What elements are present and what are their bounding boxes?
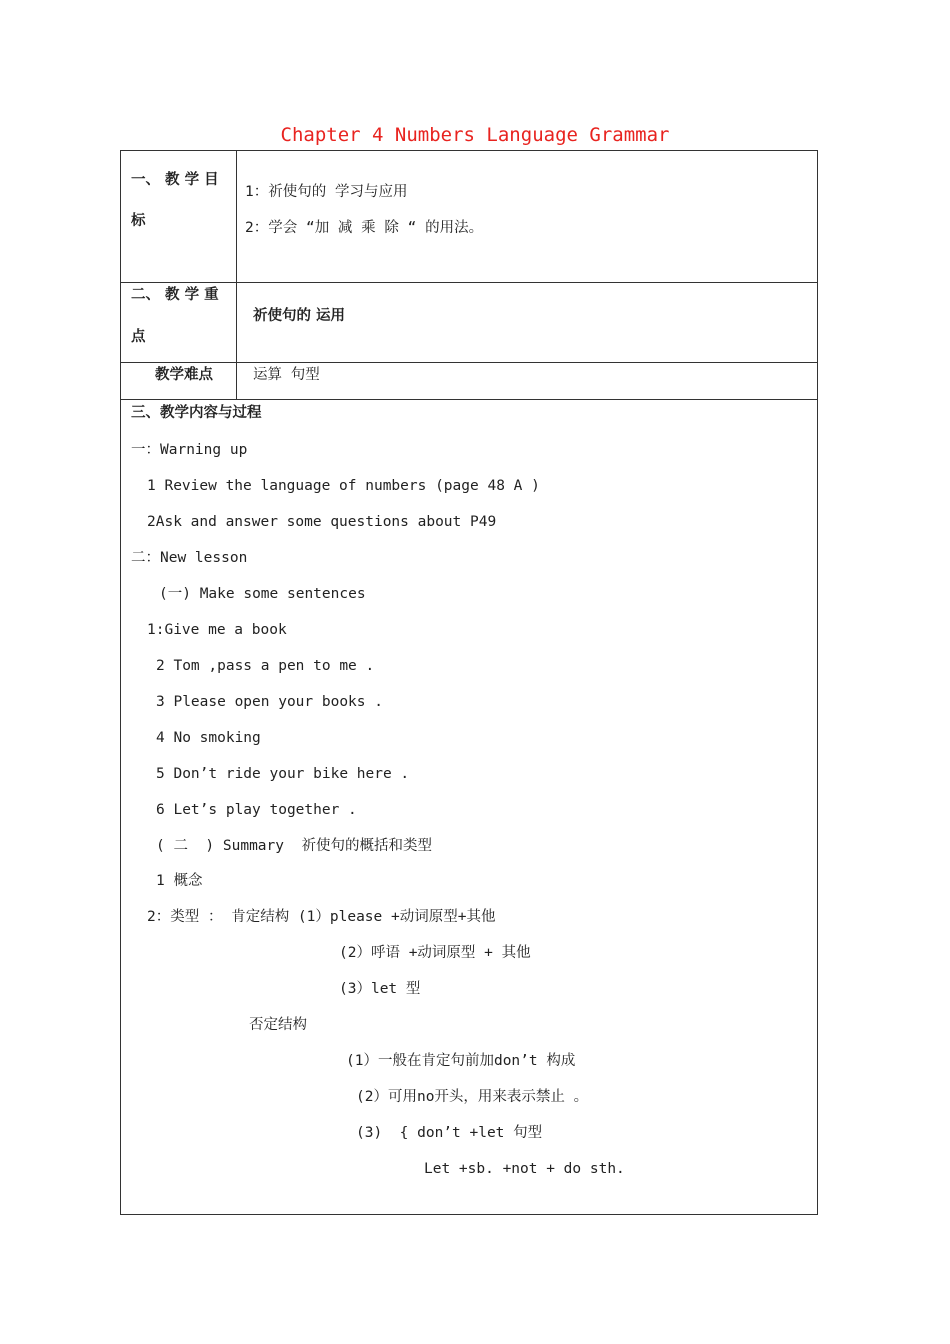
- body-line: Let +sb. +not + do sth.: [424, 1161, 625, 1177]
- difficulty: 运算 句型: [253, 367, 320, 383]
- body-line: 一：Warning up: [131, 442, 248, 458]
- body-line: (一) Make some sentences: [159, 586, 366, 602]
- body-line: 3 Please open your books .: [156, 694, 383, 710]
- body-line: 2：类型 ： 肯定结构 (1）please +动词原型+其他: [147, 909, 496, 925]
- lesson-table: [120, 150, 818, 1215]
- body-line: (3）let 型: [339, 981, 421, 997]
- row-divider: [121, 399, 817, 400]
- row1-label-line1: 一、 教 学 目: [131, 172, 219, 188]
- body-line: 1:Give me a book: [147, 622, 287, 638]
- row2-label-line1: 二、 教 学 重: [131, 287, 219, 303]
- section-heading: 三、教学内容与过程: [131, 405, 262, 421]
- body-line: (3) { don’t +let 句型: [356, 1125, 543, 1141]
- document-title: Chapter 4 Numbers Language Grammar: [280, 124, 670, 146]
- body-line: 2Ask and answer some questions about P49: [147, 514, 497, 530]
- body-line: (2）可用no开头，用来表示禁止 。: [356, 1089, 589, 1105]
- body-line: (1）一般在肯定句前加don’t 构成: [346, 1053, 576, 1069]
- body-line: 4 No smoking: [156, 730, 261, 746]
- row-divider: [121, 282, 817, 283]
- body-line: 否定结构: [249, 1017, 307, 1033]
- key-point: 祈使句的 运用: [253, 308, 346, 324]
- body-line: 1 概念: [156, 873, 203, 889]
- body-line: 6 Let’s play together .: [156, 802, 357, 818]
- body-line: 2 Tom ,pass a pen to me .: [156, 658, 375, 674]
- row2-label-line2: 点: [131, 329, 146, 345]
- row1-label-line2: 标: [131, 213, 146, 229]
- body-line: ( 二 ) Summary 祈使句的概括和类型: [156, 838, 432, 854]
- body-line: (2）呼语 +动词原型 + 其他: [339, 945, 531, 961]
- body-line: 5 Don’t ride your bike here .: [156, 766, 410, 782]
- objective-1: 1：祈使句的 学习与应用: [245, 184, 408, 200]
- row-divider: [121, 362, 817, 363]
- body-line: 二：New lesson: [131, 550, 248, 566]
- body-line: 1 Review the language of numbers (page 48 A ): [147, 478, 540, 494]
- objective-2: 2：学会 “加 减 乘 除 “ 的用法。: [245, 220, 484, 236]
- column-divider: [236, 151, 237, 399]
- row3-label: 教学难点: [155, 367, 213, 383]
